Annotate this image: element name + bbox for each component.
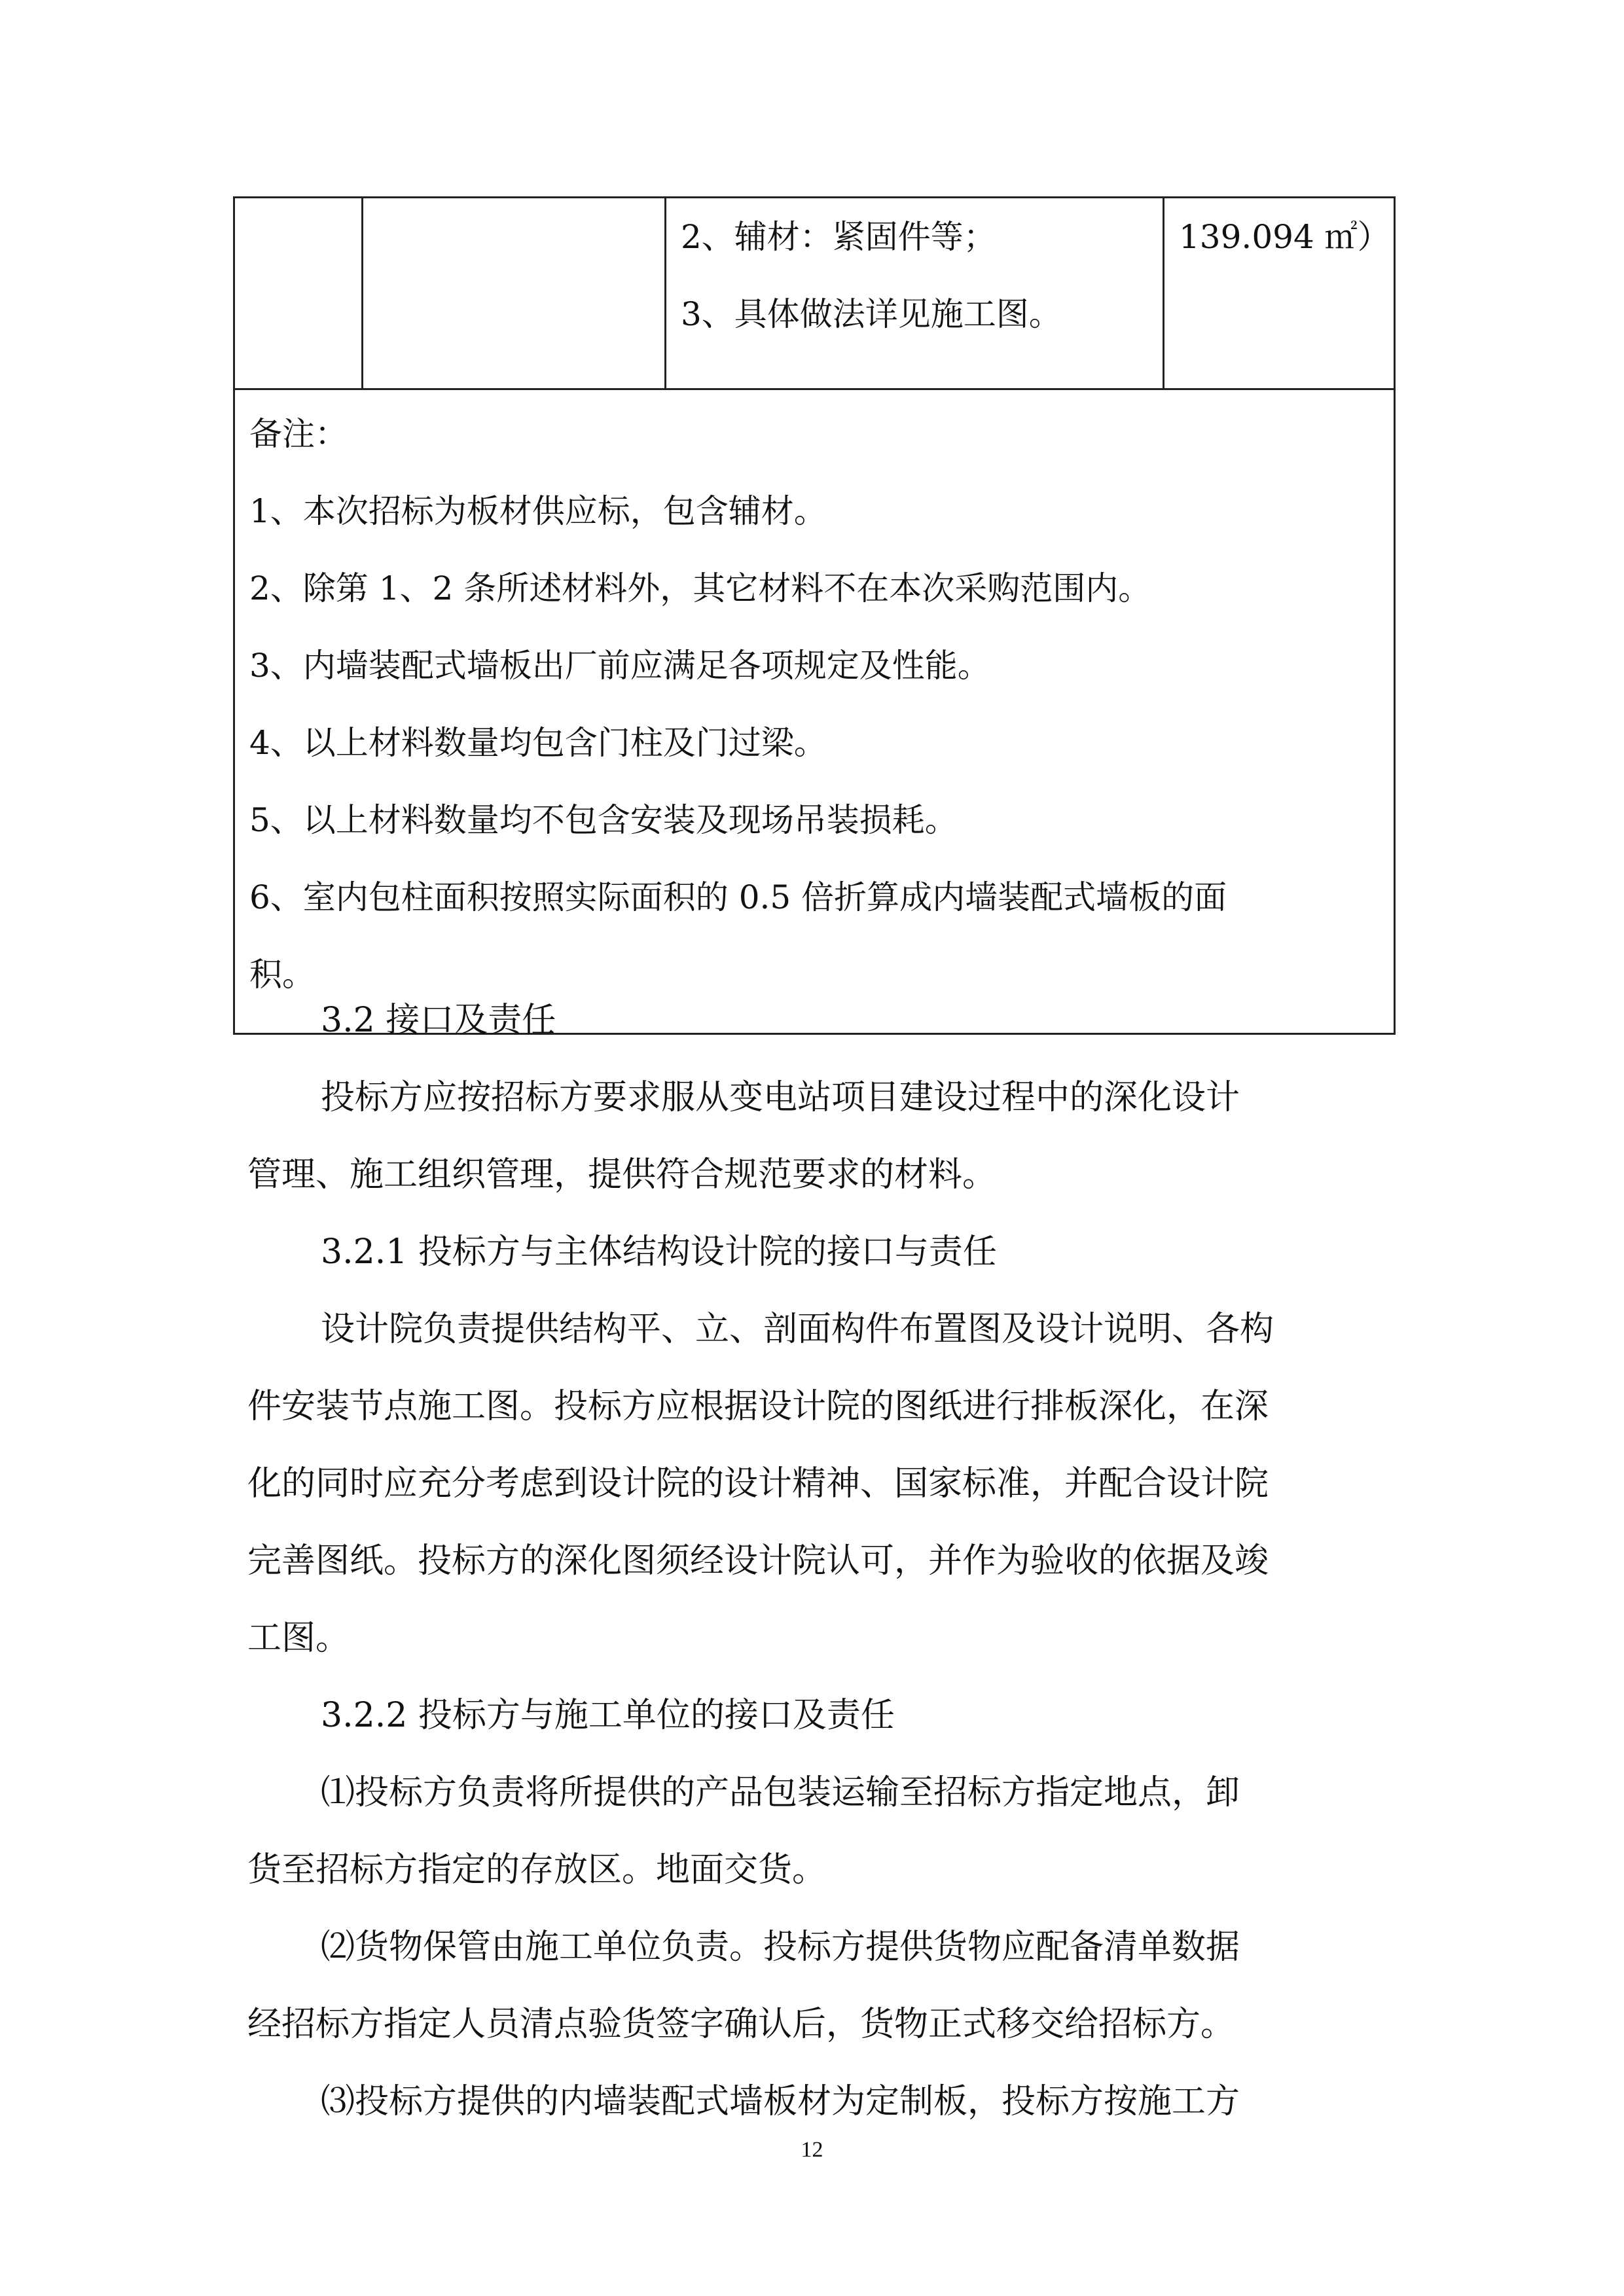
note-item: 6、室内包柱面积按照实际面积的 0.5 倍折算成内墙装配式墙板的面: [249, 878, 1227, 916]
notes-cell: [234, 389, 1395, 1034]
section-heading: 3.2 接口及责任: [321, 1001, 556, 1040]
note-item: 2、除第 1、2 条所述材料外，其它材料不在本次采购范围内。: [249, 569, 1151, 607]
paragraph-line: 完善图纸。投标方的深化图须经设计院认可，并作为验收的依据及竣: [247, 1541, 1269, 1581]
cell-text-line: 3、具体做法详见施工图。: [681, 295, 1062, 333]
note-item: 1、本次招标为板材供应标，包含辅材。: [249, 492, 827, 530]
table-cell-quantity: [1164, 198, 1395, 389]
paragraph-line: 经招标方指定人员清点验货签字确认后，货物正式移交给招标方。: [247, 2005, 1235, 2044]
paragraph-line: 设计院负责提供结构平、立、剖面构件布置图及设计说明、各构: [321, 1310, 1274, 1349]
cell-text-line: 139.094 ㎡）: [1179, 218, 1390, 256]
table-cell-empty: [234, 198, 363, 389]
notes-title: 备注：: [249, 415, 348, 453]
paragraph-line: 化的同时应充分考虑到设计院的设计精神、国家标准，并配合设计院: [247, 1464, 1269, 1503]
paragraph-line: 件安装节点施工图。投标方应根据设计院的图纸进行排板深化，在深: [247, 1387, 1269, 1426]
table-row: [234, 198, 1395, 389]
note-item: 3、内墙装配式墙板出厂前应满足各项规定及性能。: [249, 647, 990, 685]
paragraph-line: ⑵货物保管由施工单位负责。投标方提供货物应配备清单数据: [321, 1928, 1240, 1967]
note-item: 5、以上材料数量均不包含安装及现场吊装损耗。: [249, 801, 958, 839]
table-cell-empty: [363, 198, 666, 389]
table-row-notes: [234, 389, 1395, 1034]
paragraph-line: 管理、施工组织管理，提供符合规范要求的材料。: [247, 1155, 997, 1194]
paragraph-line: ⑴投标方负责将所提供的产品包装运输至招标方指定地点，卸: [321, 1773, 1240, 1812]
subsection-heading: 3.2.2 投标方与施工单位的接口及责任: [321, 1696, 895, 1735]
page-number: 12: [801, 2138, 823, 2162]
paragraph-line: ⑶投标方提供的内墙装配式墙板材为定制板，投标方按施工方: [321, 2082, 1240, 2121]
note-item: 4、以上材料数量均包含门柱及门过梁。: [249, 724, 827, 762]
subsection-heading: 3.2.1 投标方与主体结构设计院的接口与责任: [321, 1232, 997, 1272]
paragraph-line: 投标方应按招标方要求服从变电站项目建设过程中的深化设计: [321, 1078, 1240, 1117]
material-table: [233, 196, 1396, 1035]
note-item: 积。: [249, 956, 315, 994]
table-cell-description: [666, 198, 1164, 389]
body-text: [247, 982, 1381, 2140]
paragraph-line: 货至招标方指定的存放区。地面交货。: [247, 1850, 827, 1890]
cell-text-line: 2、辅材：紧固件等；: [681, 218, 996, 256]
paragraph-line: 工图。: [247, 1619, 350, 1658]
